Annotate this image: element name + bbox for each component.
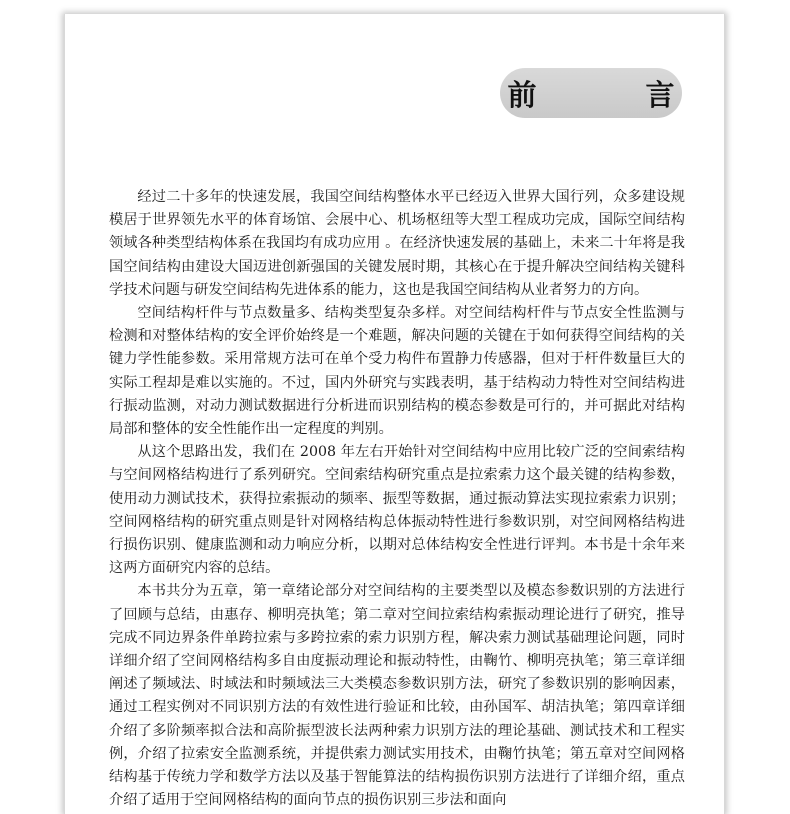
- paragraph-4: 本书共分为五章，第一章绪论部分对空间结构的主要类型以及模态参数识别的方法进行了回顾与总结，由惠存、柳明亮执笔；第二章对空间拉索结构索振动理论进行了研究，推导完成不同边界条件单跨拉索与多跨拉索的索力识别方程，解决索力测试基础理论问题，同时详细介绍了空间网格结构多自由度振动理论和振动特性，由鞠竹、柳明亮执笔；第三章详细阐述了频域法、时域法和时频域法三大类模态参数识别方法，研究了参数识别的影响因素，通过工程实例对不同识别方法的有效性进行验证和比较，由孙国军、胡洁执笔；第四章详细介绍了多阶频率拟合法和高阶振型波长法两种索力识别方法的理论基础、测试技术和工程实例，介绍了拉索安全监测系统，并提供索力测试实用技术，由鞠竹执笔；第五章对空间网格结构基于传统力学和数学方法以及基于智能算法的结构损伤识别方法进行了详细介绍，重点介绍了适用于空间网格结构的面向节点的损伤识别三步法和面向: [109, 583, 685, 809]
- paragraph-3: 从这个思路出发，我们在 2008 年左右开始针对空间结构中应用比较广泛的空间索结构与空间网格结构进行了系列研究。空间索结构研究重点是拉索索力这个最关键的结构参数，使用动力测试技术，获得拉索振动的频率、振型等数据，通过振动算法实现拉索索力识别；空间网格结构的研究重点则是针对网格结构总体振动特性进行参数识别，对空间网格结构进行损伤识别、健康监测和动力响应分析，以期对总体结构安全性进行评判。本书是十余年来这两方面研究内容的总结。: [109, 444, 685, 577]
- paragraph-2: 空间结构杆件与节点数量多、结构类型复杂多样。对空间结构杆件与节点安全性监测与检测和对整体结构的安全评价始终是一个难题，解决问题的关键在于如何获得空间结构的关键力学性能参数。采用常规方法可在单个受力构件布置静力传感器，但对于杆件数量巨大的实际工程却是难以实施的。不过，国内外研究与实践表明，基于结构动力特性对空间结构进行振动监测，对动力测试数据进行分析进而识别结构的模态参数是可行的，并可据此对结构局部和整体的安全性能作出一定程度的判别。: [109, 305, 685, 438]
- page-title: 前 言: [507, 77, 715, 112]
- book-page: [64, 14, 725, 814]
- preface-body: [109, 186, 685, 812]
- title-banner: [500, 68, 715, 118]
- paragraph-1: 经过二十多年的快速发展，我国空间结构整体水平已经迈入世界大国行列，众多建设规模居于世界领先水平的体育场馆、会展中心、机场枢纽等大型工程成功完成，国际空间结构领域各种类型结构体系在我国均有成功应用 。在经济快速发展的基础上，未来二十年将是我国空间结构由建设大国迈进创新强国的关键发展时期，其核心在于提升解决空间结构关键科学技术问题与研发空间结构先进体系的能力，这也是我国空间结构从业者努力的方向。: [109, 189, 685, 298]
